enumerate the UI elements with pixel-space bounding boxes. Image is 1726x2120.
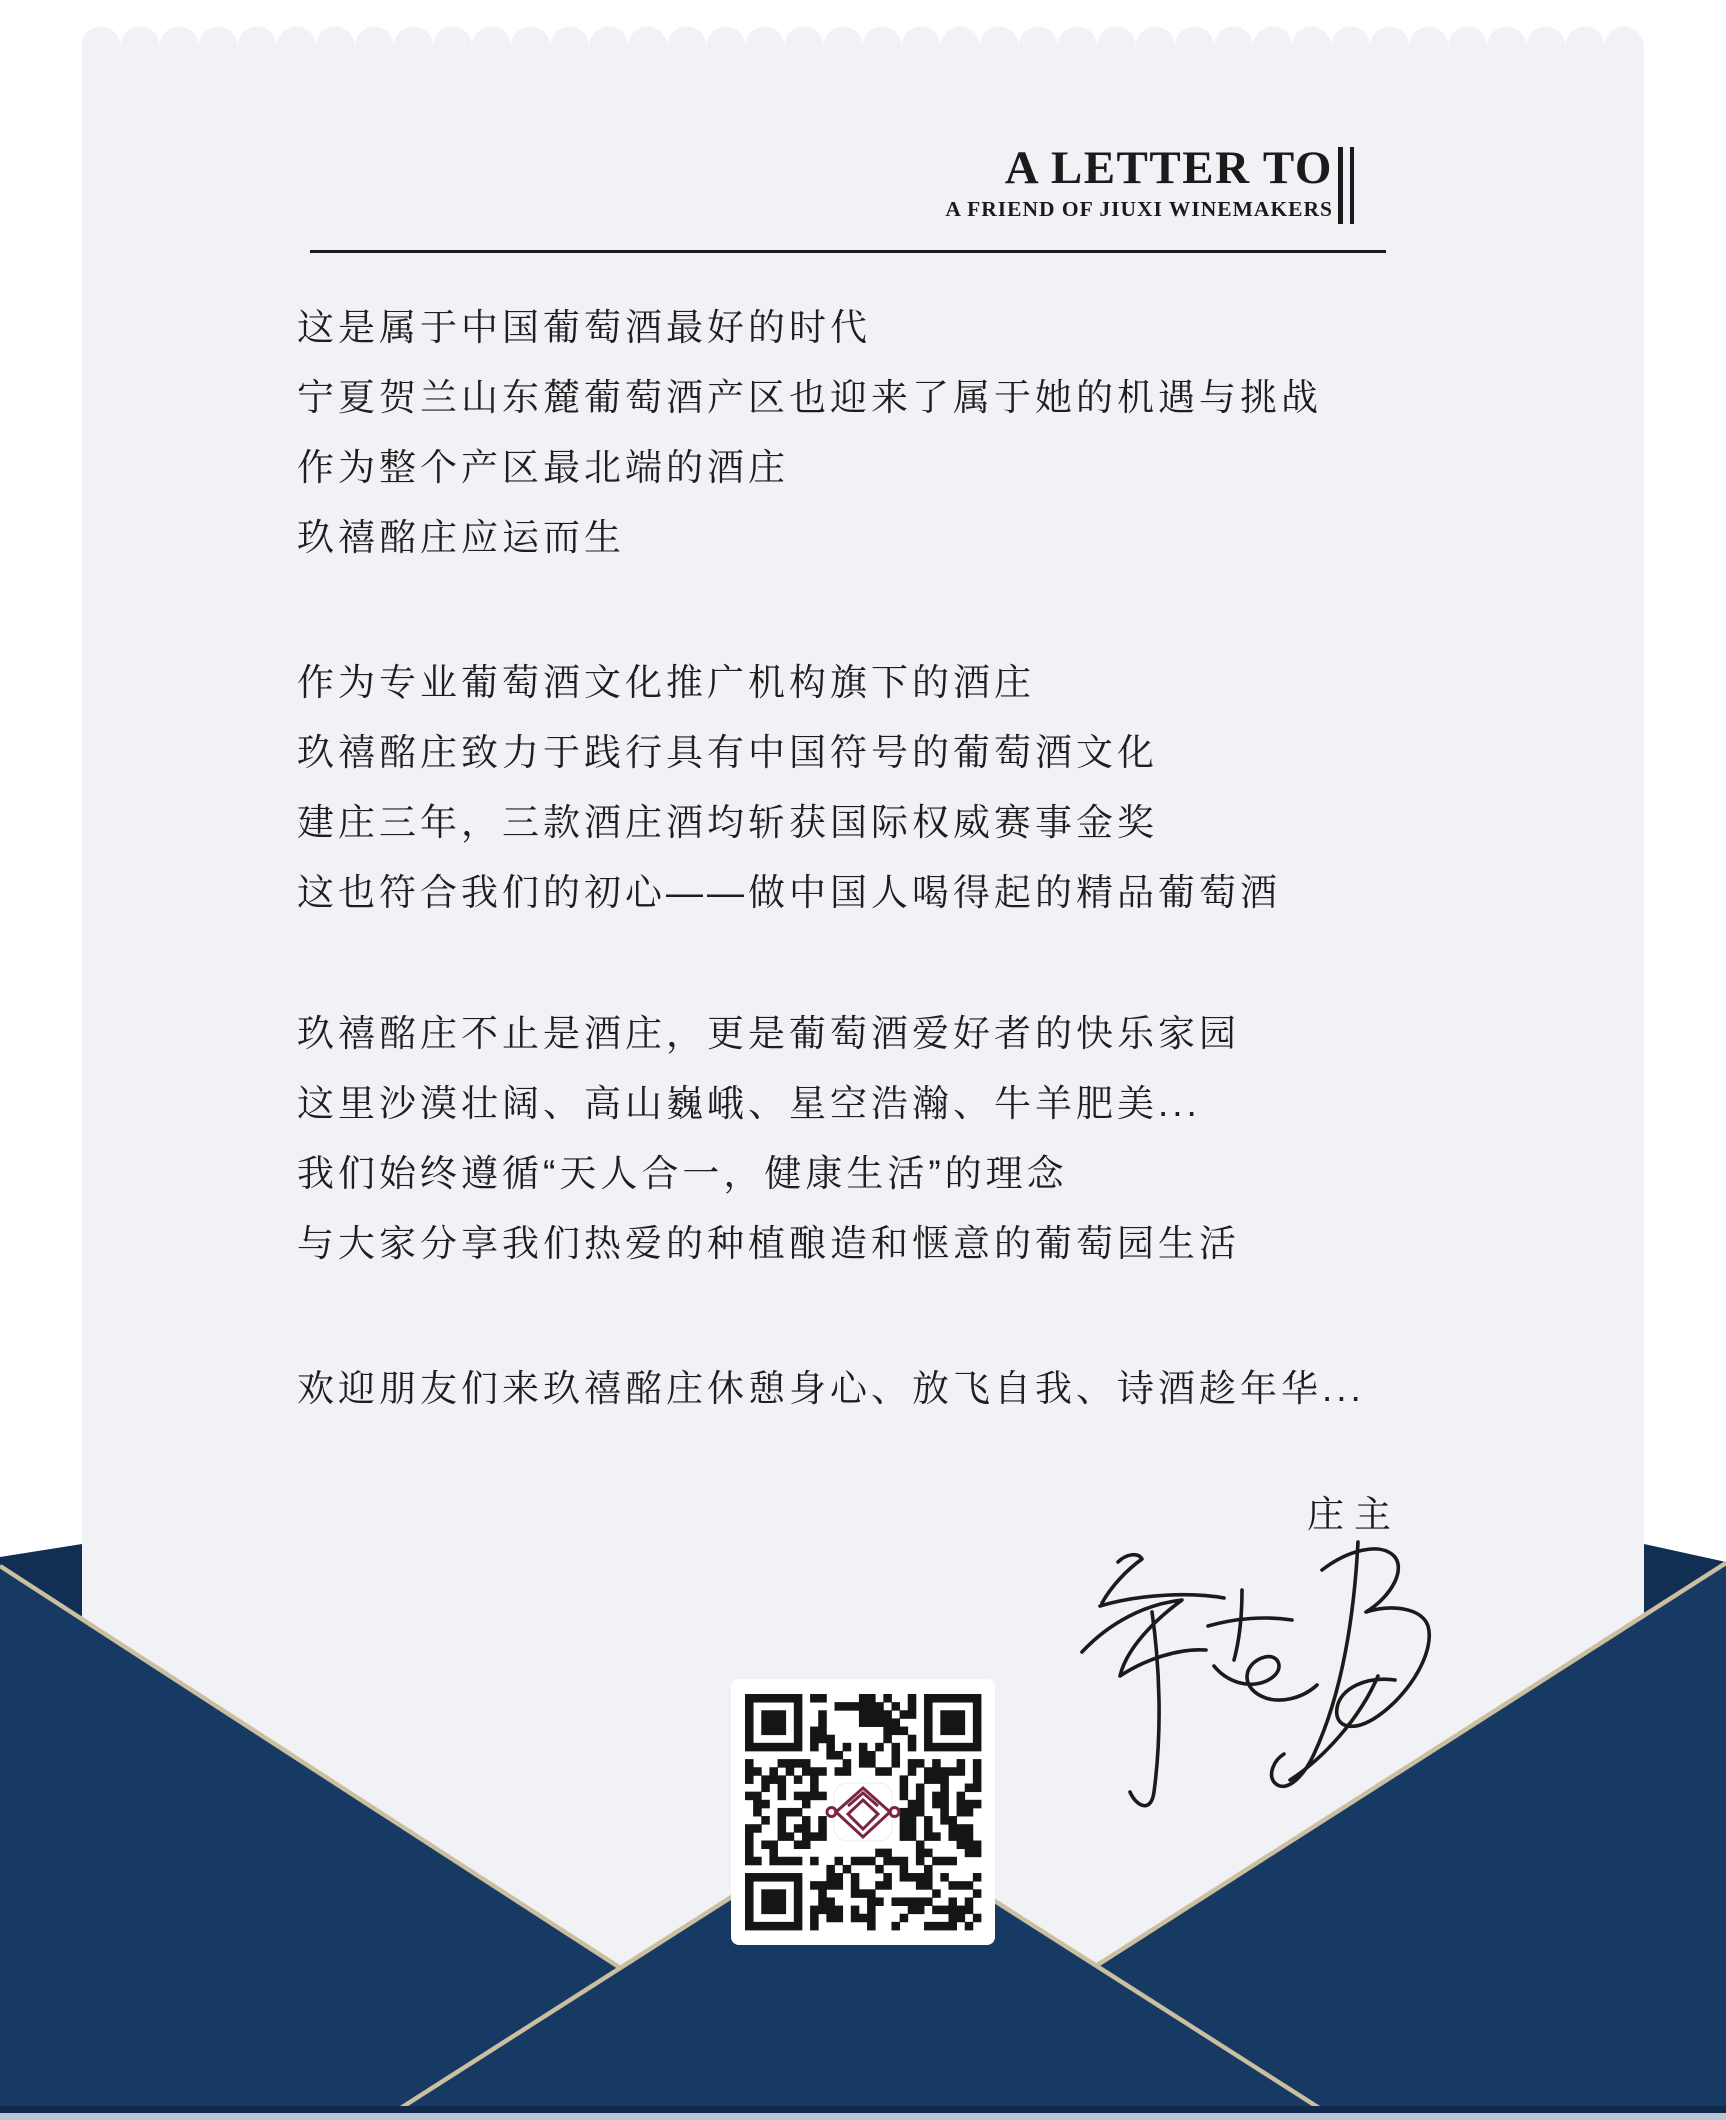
letter-paragraph — [297, 1354, 1497, 1424]
letter-line: 与大家分享我们热爱的种植酿造和惬意的葡萄园生活 — [297, 1223, 1240, 1264]
bar-right — [1350, 147, 1355, 224]
envelope-bottom-strip — [0, 2113, 1726, 2120]
letter-line: 这也符合我们的初心——做中国人喝得起的精品葡萄酒 — [297, 872, 1281, 913]
signer-label: 庄主 — [1307, 1494, 1401, 1535]
bar-left — [1338, 147, 1343, 224]
letter-line: 建庄三年，三款酒庄酒均斩获国际权威赛事金奖 — [297, 802, 1158, 843]
letter-line: 这是属于中国葡萄酒最好的时代 — [297, 307, 871, 348]
letter-paragraph — [297, 999, 1497, 1279]
letter-line: 作为专业葡萄酒文化推广机构旗下的酒庄 — [297, 662, 1035, 703]
letter-line: 玖禧酩庄不止是酒庄，更是葡萄酒爱好者的快乐家园 — [297, 1013, 1240, 1054]
letter-line: 宁夏贺兰山东麓葡萄酒产区也迎来了属于她的机遇与挑战 — [297, 377, 1322, 418]
letter-line: 玖禧酩庄应运而生 — [297, 517, 625, 558]
letter-paragraph — [297, 648, 1497, 928]
header-title: A LETTER TO — [1004, 142, 1333, 194]
letter-line: 这里沙漠壮阔、高山巍峨、星空浩瀚、牛羊肥美... — [297, 1083, 1201, 1124]
wechat-qr-code — [731, 1679, 995, 1945]
letter-line: 我们始终遵循“天人合一，健康生活”的理念 — [297, 1153, 1068, 1194]
letter-paragraph — [297, 293, 1497, 573]
letter-line: 作为整个产区最北端的酒庄 — [297, 447, 789, 488]
letter-line: 玖禧酩庄致力于践行具有中国符号的葡萄酒文化 — [297, 732, 1158, 773]
letter-line: 欢迎朋友们来玖禧酩庄休憩身心、放飞自我、诗酒趁年华... — [297, 1368, 1365, 1409]
double-bar-icon — [1338, 147, 1354, 224]
header-rule — [310, 250, 1386, 253]
envelope-bottom-shadow — [0, 2106, 1726, 2113]
header-subtitle: A FRIEND OF JIUXI WINEMAKERS — [945, 197, 1333, 221]
